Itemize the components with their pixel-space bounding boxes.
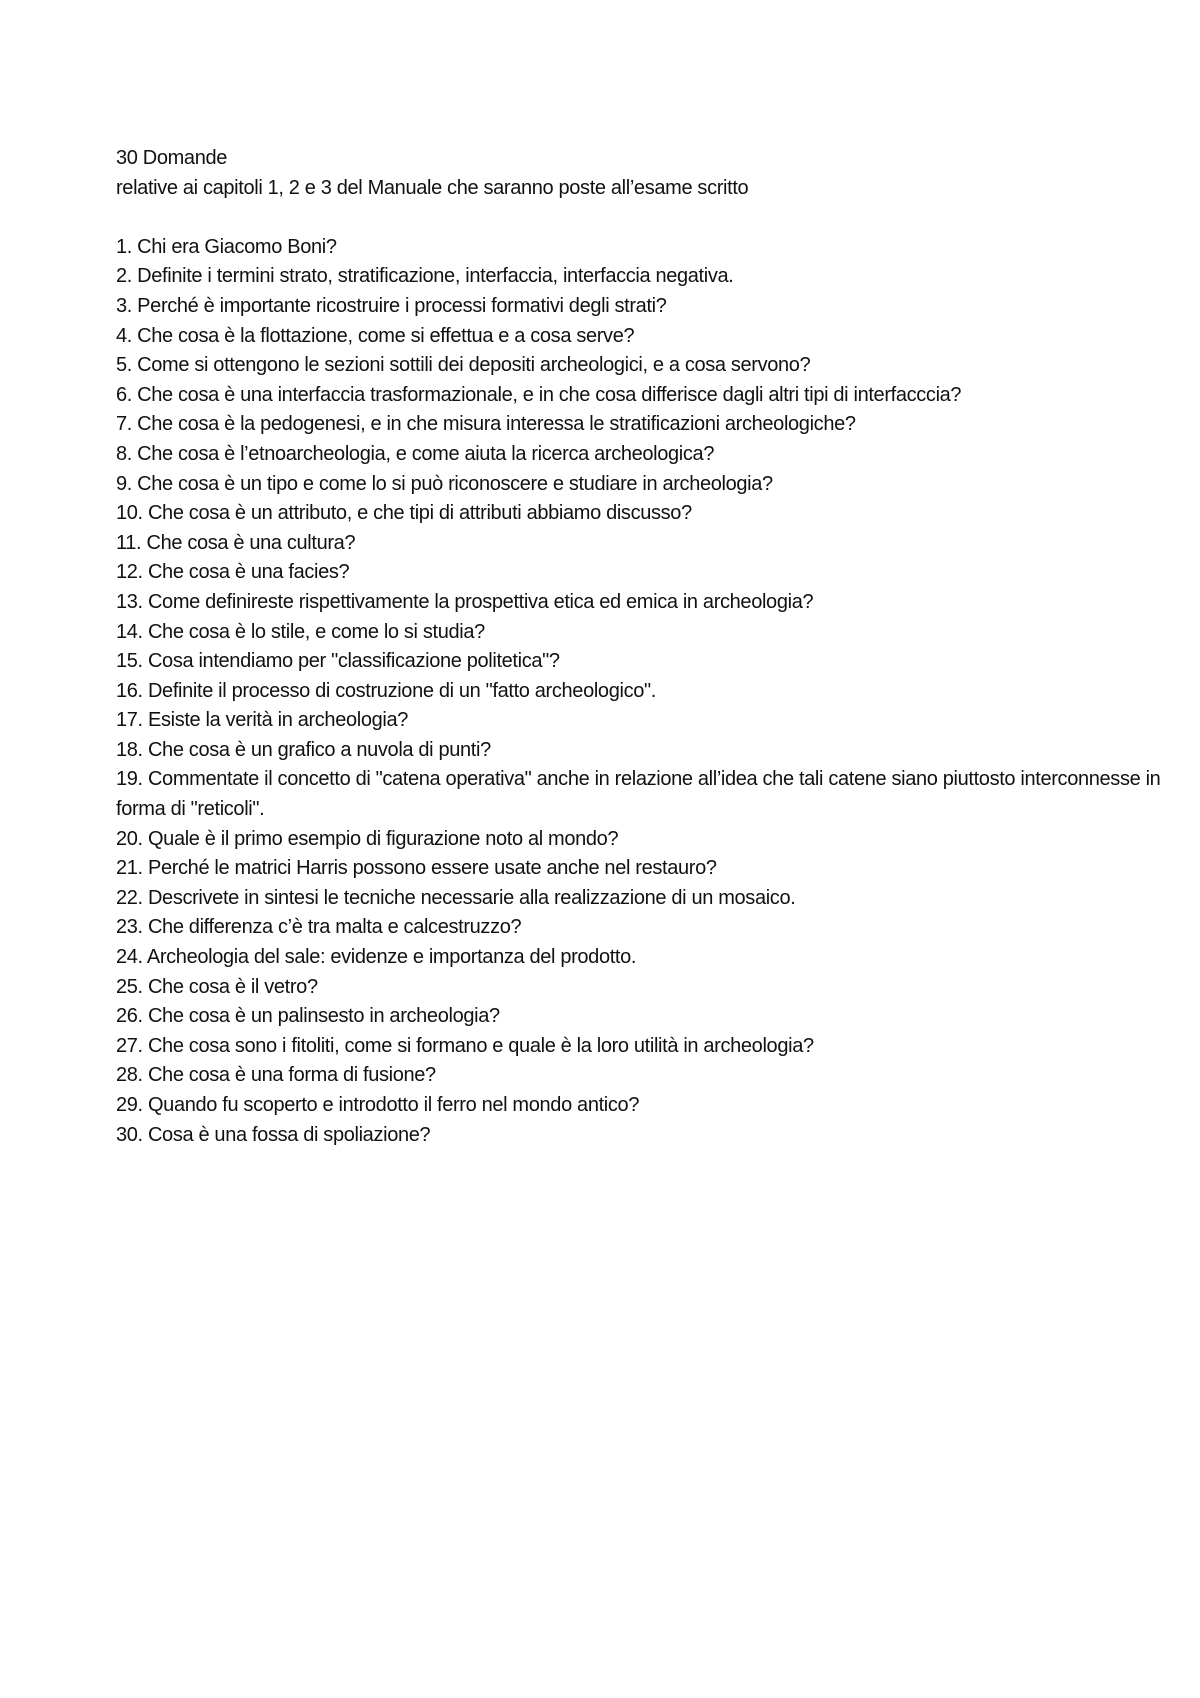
question-item: 17. Esiste la verità in archeologia? [116, 709, 409, 732]
question-item: 7. Che cosa è la pedogenesi, e in che misura interessa le stratificazioni archeologiche? [116, 413, 856, 436]
question-item: 4. Che cosa è la flottazione, come si effettua e a cosa serve? [116, 324, 635, 347]
question-item: 16. Definite il processo di costruzione di un "fatto archeologico". [116, 679, 656, 702]
question-item: 22. Descrivete in sintesi le tecniche necessarie alla realizzazione di un mosaico. [116, 886, 796, 909]
question-item: 9. Che cosa è un tipo e come lo si può riconoscere e studiare in archeologia? [116, 472, 773, 495]
question-item: 11. Che cosa è una cultura? [116, 531, 356, 554]
question-item: 30. Cosa è una fossa di spoliazione? [116, 1123, 431, 1146]
question-item: 21. Perché le matrici Harris possono essere usate anche nel restauro? [116, 857, 717, 880]
question-item: 13. Come definireste rispettivamente la prospettiva etica ed emica in archeologia? [116, 590, 814, 613]
document-title: 30 Domande [116, 147, 228, 169]
blank-line [116, 203, 1176, 233]
question-item: 28. Che cosa è una forma di fusione? [116, 1064, 436, 1087]
question-item: 1. Chi era Giacomo Boni? [116, 235, 337, 258]
question-item: 10. Che cosa è un attributo, e che tipi di attributi abbiamo discusso? [116, 502, 692, 525]
question-item: 27. Che cosa sono i fitoliti, come si formano e quale è la loro utilità in archeologia? [116, 1034, 814, 1057]
question-list [116, 233, 1176, 1150]
document-subtitle: relative ai capitoli 1, 2 e 3 del Manuale che saranno poste all’esame scritto [116, 176, 749, 199]
question-item: 2. Definite i termini strato, stratificazione, interfaccia, interfaccia negativa. [116, 265, 734, 288]
question-item: 3. Perché è importante ricostruire i processi formativi degli strati? [116, 294, 667, 317]
question-item: 8. Che cosa è l’etnoarcheologia, e come aiuta la ricerca archeologica? [116, 442, 715, 465]
question-item: 5. Come si ottengono le sezioni sottili dei depositi archeologici, e a cosa servono? [116, 354, 811, 377]
question-item: 24. Archeologia del sale: evidenze e importanza del prodotto. [116, 946, 637, 969]
question-item: 19. Commentate il concetto di "catena operativa" anche in relazione all’idea che tali catene siano piuttosto interconnesse in forma di "reticoli". [116, 768, 1161, 821]
question-item: 20. Quale è il primo esempio di figurazione noto al mondo? [116, 827, 619, 850]
question-item: 18. Che cosa è un grafico a nuvola di punti? [116, 738, 491, 761]
question-item: 29. Quando fu scoperto e introdotto il ferro nel mondo antico? [116, 1094, 640, 1116]
question-item: 14. Che cosa è lo stile, e come lo si studia? [116, 620, 485, 643]
question-item: 12. Che cosa è una facies? [116, 561, 350, 584]
question-item: 25. Che cosa è il vetro? [116, 975, 318, 998]
question-item: 6. Che cosa è una interfaccia trasformazionale, e in che cosa differisce dagli altri tipi di interfacccia? [116, 383, 962, 406]
question-item: 15. Cosa intendiamo per "classificazione politetica"? [116, 650, 560, 673]
question-item: 23. Che differenza c’è tra malta e calcestruzzo? [116, 916, 522, 939]
question-item: 26. Che cosa è un palinsesto in archeologia? [116, 1005, 500, 1028]
document-page [116, 144, 1176, 1150]
